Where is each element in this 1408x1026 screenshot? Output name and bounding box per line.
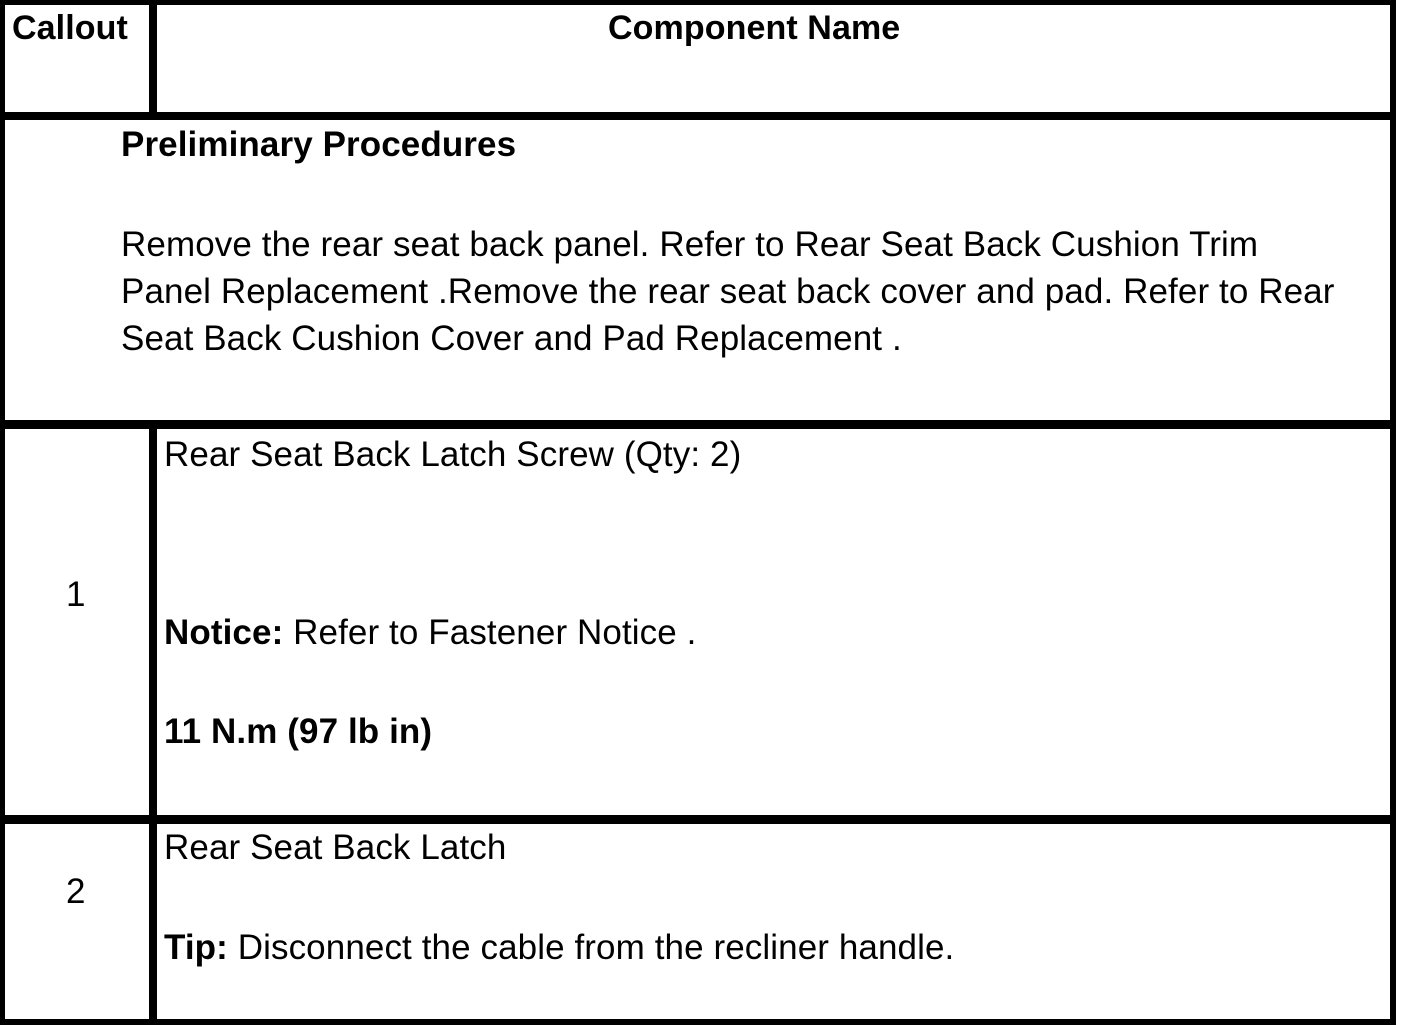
row2-callout: 2 xyxy=(66,872,86,911)
preliminary-title: Preliminary Procedures xyxy=(121,125,517,164)
row-divider-header xyxy=(0,112,1396,120)
notice-text: Refer to Fastener Notice . xyxy=(283,613,697,652)
column-divider-header xyxy=(149,0,157,116)
row-divider-preliminary xyxy=(0,420,1396,429)
row2-tip xyxy=(164,928,954,968)
row1-callout: 1 xyxy=(66,575,86,614)
row2-component-name: Rear Seat Back Latch xyxy=(164,828,507,867)
notice-label: Notice: xyxy=(164,613,284,652)
table-border-right xyxy=(1390,0,1396,1025)
column-divider-body xyxy=(149,425,157,1025)
row1-torque: 11 N.m (97 lb in) xyxy=(164,712,433,751)
row1-notice xyxy=(164,613,696,653)
table-border-bottom xyxy=(0,1019,1396,1025)
row1-component-name: Rear Seat Back Latch Screw (Qty: 2) xyxy=(164,435,742,474)
table-border-left xyxy=(0,0,5,1025)
tip-text: Disconnect the cable from the recliner handle. xyxy=(227,928,955,967)
row-divider-row1 xyxy=(0,815,1396,824)
header-callout: Callout xyxy=(12,9,128,47)
table-border-top xyxy=(0,0,1396,5)
tip-label: Tip: xyxy=(164,928,228,967)
preliminary-body: Remove the rear seat back panel. Refer to Rear Seat Back Cushion Trim Panel Replacement .Remove the rear seat back cover and pad. Refer to Rear Seat Back Cushion Cover and Pad Replacement . xyxy=(121,225,1335,358)
header-component-name: Component Name xyxy=(608,9,901,47)
